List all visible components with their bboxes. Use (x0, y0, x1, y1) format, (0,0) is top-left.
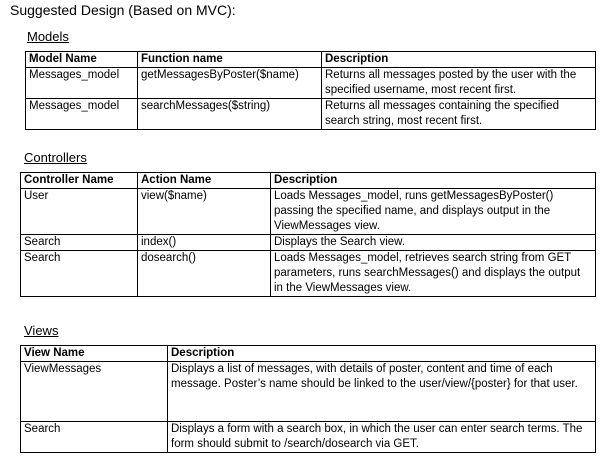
description-cell: Displays the Search view. (271, 235, 596, 251)
controller-name-cell: User (21, 189, 138, 235)
action-name-cell: index() (138, 235, 271, 251)
models-header-description: Description (322, 52, 596, 68)
table-row (26, 68, 596, 99)
controllers-header-row (21, 173, 596, 189)
views-header-view-name: View Name (21, 346, 168, 362)
action-name-cell: dosearch() (138, 251, 271, 297)
table-row (26, 99, 596, 130)
description-cell: Loads Messages_model, retrieves search string from GET parameters, runs searchMessages() and displays the output in the ViewMessages view. (271, 251, 596, 297)
table-row (21, 189, 596, 235)
description-cell: Displays a form with a search box, in which the user can enter search terms. The form should submit to /search/dosearch via GET. (168, 422, 596, 453)
models-header-model-name: Model Name (26, 52, 138, 68)
description-cell: Displays a list of messages, with details of poster, content and time of each message. Poster’s name should be linked to the user/view/{poster} for that user. (168, 362, 596, 422)
table-row (21, 362, 596, 422)
models-header-row (26, 52, 596, 68)
document-title: Suggested Design (Based on MVC): (10, 2, 236, 18)
table-row (21, 235, 596, 251)
controller-name-cell: Search (21, 251, 138, 297)
model-name-cell: Messages_model (26, 99, 138, 130)
description-cell: Returns all messages posted by the user with the specified username, most recent first. (322, 68, 596, 99)
controllers-header-controller-name: Controller Name (21, 173, 138, 189)
controllers-heading: Controllers (24, 150, 87, 165)
controllers-header-action-name: Action Name (138, 173, 271, 189)
action-name-cell: view($name) (138, 189, 271, 235)
models-heading: Models (27, 29, 69, 44)
views-header-row (21, 346, 596, 362)
views-header-description: Description (168, 346, 596, 362)
view-name-cell: ViewMessages (21, 362, 168, 422)
function-name-cell: getMessagesByPoster($name) (138, 68, 322, 99)
function-name-cell: searchMessages($string) (138, 99, 322, 130)
controllers-header-description: Description (271, 173, 596, 189)
controller-name-cell: Search (21, 235, 138, 251)
views-heading: Views (24, 323, 59, 338)
models-header-function-name: Function name (138, 52, 322, 68)
description-cell: Loads Messages_model, runs getMessagesByPoster() passing the specified name, and displays output in the ViewMessages view. (271, 189, 596, 235)
model-name-cell: Messages_model (26, 68, 138, 99)
table-row (21, 422, 596, 453)
controllers-table (20, 172, 596, 297)
table-row (21, 251, 596, 297)
description-cell: Returns all messages containing the specified search string, most recent first. (322, 99, 596, 130)
views-table (20, 345, 596, 453)
models-table (25, 51, 596, 130)
view-name-cell: Search (21, 422, 168, 453)
